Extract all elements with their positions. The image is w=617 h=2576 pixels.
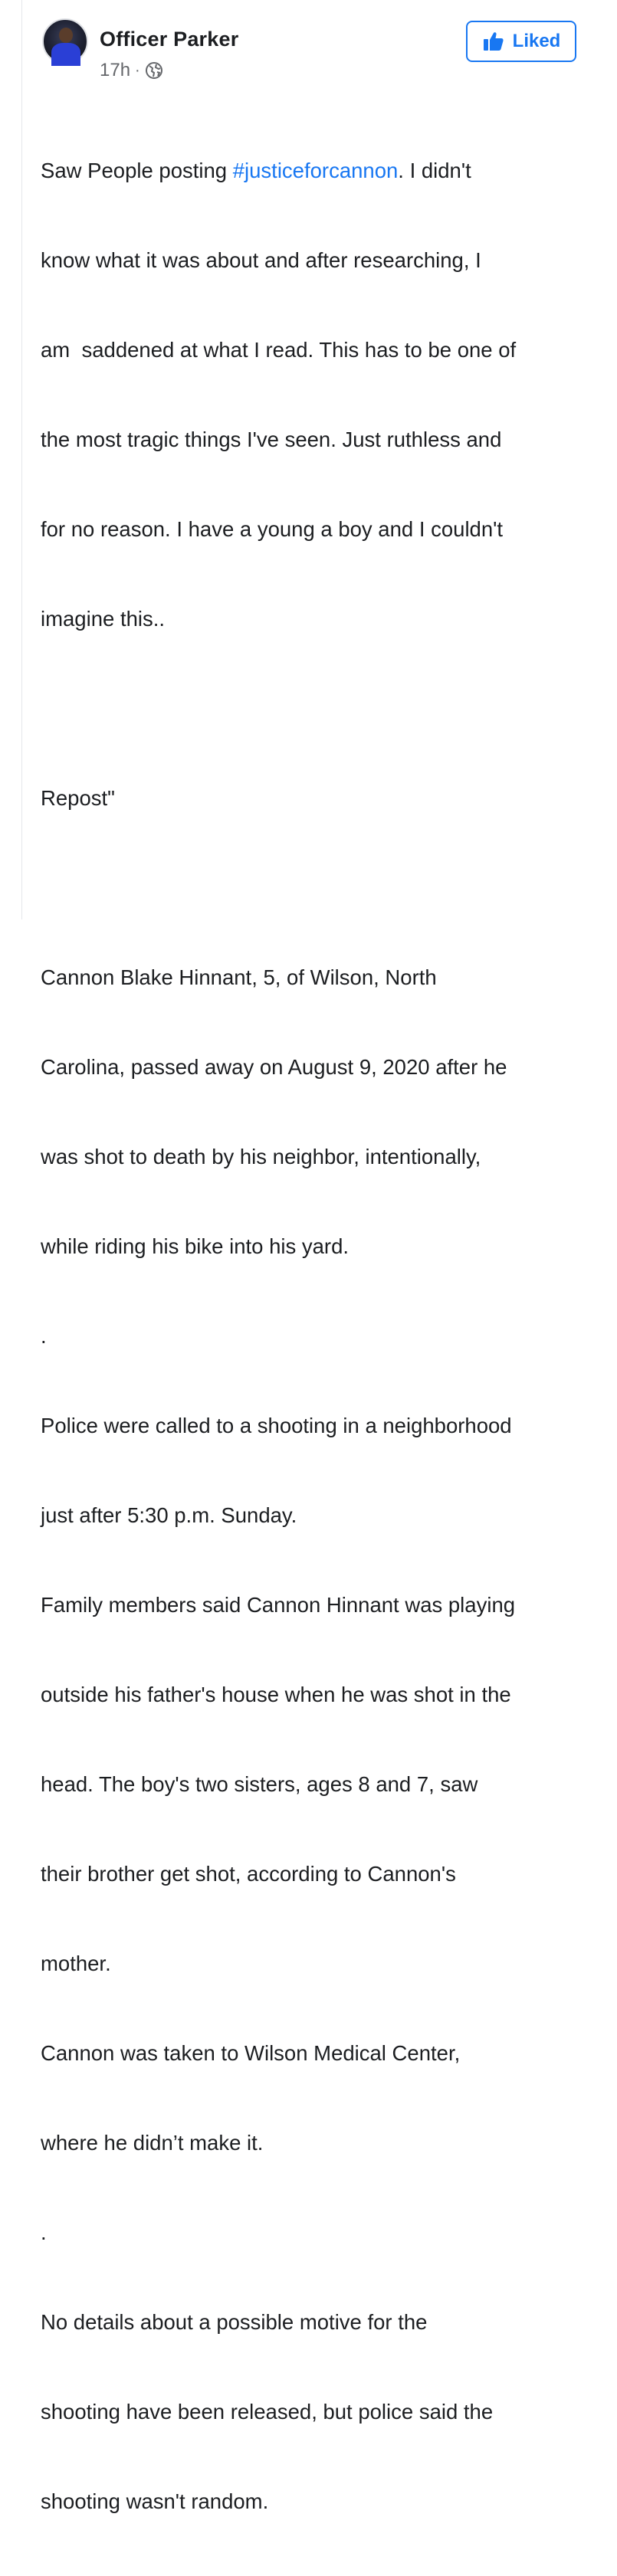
author-name[interactable]: Officer Parker <box>100 28 239 51</box>
intro-line: imagine this.. <box>41 607 166 631</box>
post-time[interactable]: 17h <box>100 60 131 80</box>
globe-icon[interactable] <box>145 61 163 80</box>
para3-line: shooting have been released, but police said the <box>41 2400 494 2424</box>
repost-label: Repost" <box>41 786 115 810</box>
para3-line: shooting wasn't random. <box>41 2489 269 2513</box>
para2-line: head. The boy's two sisters, ages 8 and 7, saw <box>41 1772 478 1796</box>
intro-text-continued: . I didn't <box>398 159 471 182</box>
spacer <box>41 693 596 723</box>
avatar-shirt <box>51 43 80 66</box>
para2-line: just after 5:30 p.m. Sunday. <box>41 1503 297 1527</box>
thumbs-up-icon <box>482 30 505 53</box>
intro-line: am saddened at what I read. This has to be one of <box>41 338 517 362</box>
para2-line: mother. <box>41 1952 111 1975</box>
intro-line: the most tragic things I've seen. Just ruthless and <box>41 428 502 451</box>
intro-line: know what it was about and after researching, I <box>41 248 481 272</box>
para2-line: Police were called to a shooting in a neighborhood <box>41 1414 512 1437</box>
avatar[interactable] <box>42 18 88 64</box>
para2-line: Family members said Cannon Hinnant was playing <box>41 1593 516 1617</box>
post-meta <box>100 60 163 81</box>
intro-first-line <box>41 156 596 185</box>
para2-line: Cannon was taken to Wilson Medical Center, <box>41 2041 461 2065</box>
intro-text: Saw People posting <box>41 159 233 182</box>
hashtag-link[interactable]: #justiceforcannon <box>232 159 399 182</box>
para1-line: was shot to death by his neighbor, intentionally, <box>41 1145 481 1168</box>
liked-button[interactable] <box>466 21 576 62</box>
intro-line: for no reason. I have a young a boy and I couldn't <box>41 517 504 541</box>
liked-label: Liked <box>512 31 561 51</box>
spacer <box>41 873 596 903</box>
para3-line: No details about a possible motive for the <box>41 2310 428 2334</box>
para1-line: Carolina, passed away on August 9, 2020 after he <box>41 1055 507 1079</box>
para2-line: their brother get shot, according to Cannon's <box>41 1862 456 1886</box>
para2-line: outside his father's house when he was shot in the <box>41 1683 511 1706</box>
meta-separator: · <box>135 62 140 79</box>
dot-separator: . <box>41 1324 47 1348</box>
avatar-head <box>59 28 73 43</box>
post-text <box>41 96 596 2576</box>
left-divider <box>21 0 22 919</box>
para1-line: Cannon Blake Hinnant, 5, of Wilson, North <box>41 965 437 989</box>
dot-separator: . <box>41 2220 47 2244</box>
para2-line: where he didn’t make it. <box>41 2131 264 2155</box>
para1-line: while riding his bike into his yard. <box>41 1234 349 1258</box>
